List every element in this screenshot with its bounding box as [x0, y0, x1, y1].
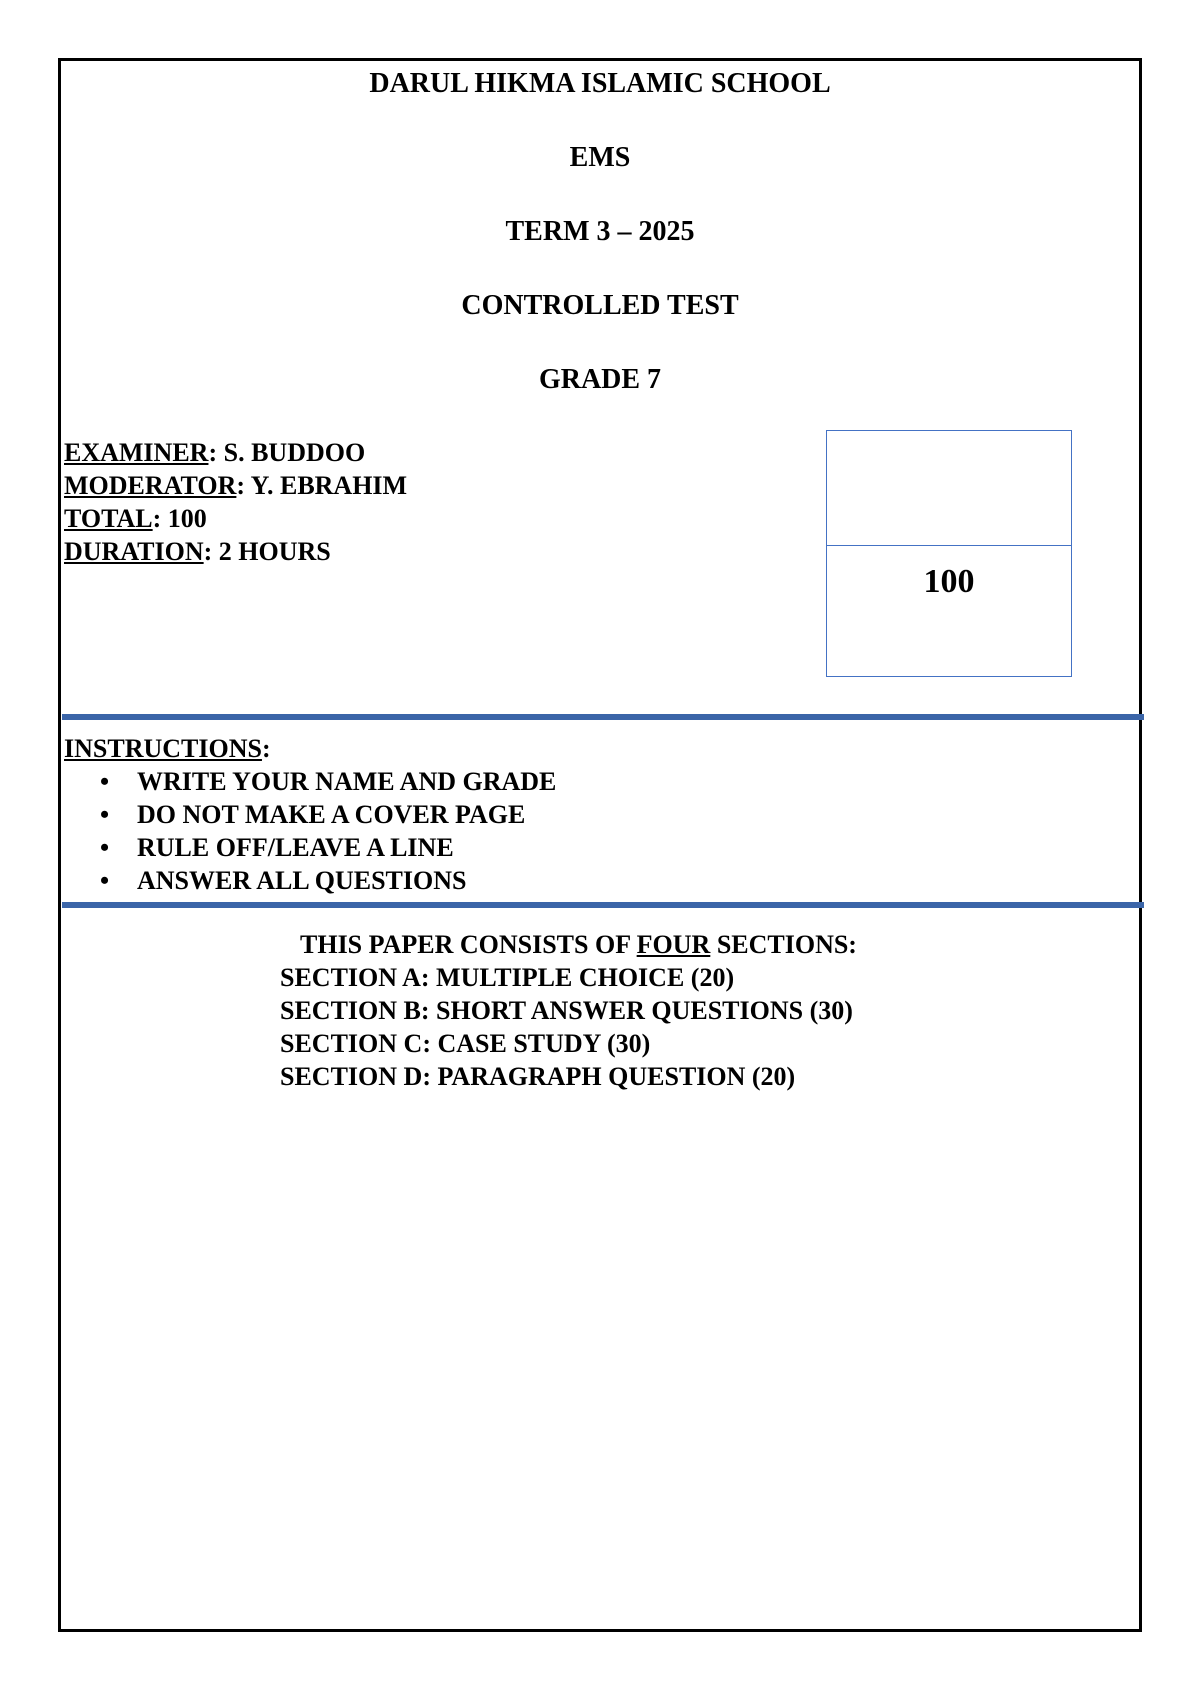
list-item: [64, 864, 556, 897]
instruction-text: RULE OFF/LEAVE A LINE: [137, 833, 454, 862]
duration-value: : 2 HOURS: [203, 537, 331, 566]
moderator-row: [64, 469, 407, 502]
examiner-label: EXAMINER: [64, 438, 209, 467]
term-title: TERM 3 – 2025: [505, 216, 695, 247]
moderator-value: : Y. EBRAHIM: [236, 471, 408, 500]
score-total: 100: [923, 563, 975, 600]
section-c-row: SECTION C: CASE STUDY (30): [280, 1029, 651, 1058]
bullet-icon: •: [100, 866, 110, 895]
sections-count: FOUR: [636, 930, 711, 959]
divider-top: [62, 714, 1144, 720]
section-d-row: SECTION D: PARAGRAPH QUESTION (20): [280, 1062, 796, 1091]
instruction-text: WRITE YOUR NAME AND GRADE: [137, 767, 557, 796]
sections-summary: [280, 928, 857, 1093]
moderator-label: MODERATOR: [64, 471, 237, 500]
instructions-colon: :: [261, 734, 271, 763]
instruction-text: DO NOT MAKE A COVER PAGE: [137, 800, 526, 829]
duration-row: [64, 535, 407, 568]
section-a-row: SECTION A: MULTIPLE CHOICE (20): [280, 963, 735, 992]
examiner-row: [64, 436, 407, 469]
exam-details: [64, 436, 407, 568]
instruction-text: ANSWER ALL QUESTIONS: [137, 866, 467, 895]
instructions-heading: [64, 732, 556, 765]
sections-intro-end: SECTIONS:: [710, 930, 857, 959]
bullet-icon: •: [100, 833, 110, 862]
bullet-icon: •: [100, 800, 110, 829]
instructions-list: [64, 765, 556, 897]
instructions-title: INSTRUCTIONS: [64, 734, 262, 763]
total-row: [64, 502, 407, 535]
examiner-value: : S. BUDDOO: [208, 438, 366, 467]
score-box: [826, 430, 1072, 677]
grade-title: GRADE 7: [538, 364, 662, 395]
score-entry-cell: [827, 431, 1071, 546]
bullet-icon: •: [100, 767, 110, 796]
subject-title: EMS: [569, 142, 631, 173]
duration-label: DURATION: [64, 537, 204, 566]
list-item: [64, 765, 556, 798]
list-item: [64, 798, 556, 831]
divider-bottom: [62, 902, 1144, 908]
total-value: : 100: [152, 504, 207, 533]
sections-heading: [280, 928, 857, 961]
section-b-row: SECTION B: SHORT ANSWER QUESTIONS (30): [280, 996, 853, 1025]
total-label: TOTAL: [64, 504, 153, 533]
list-item: [64, 831, 556, 864]
test-type-title: CONTROLLED TEST: [461, 290, 739, 321]
school-name: DARUL HIKMA ISLAMIC SCHOOL: [369, 68, 831, 99]
sections-intro: THIS PAPER CONSISTS OF: [300, 930, 637, 959]
instructions-block: [64, 732, 556, 897]
